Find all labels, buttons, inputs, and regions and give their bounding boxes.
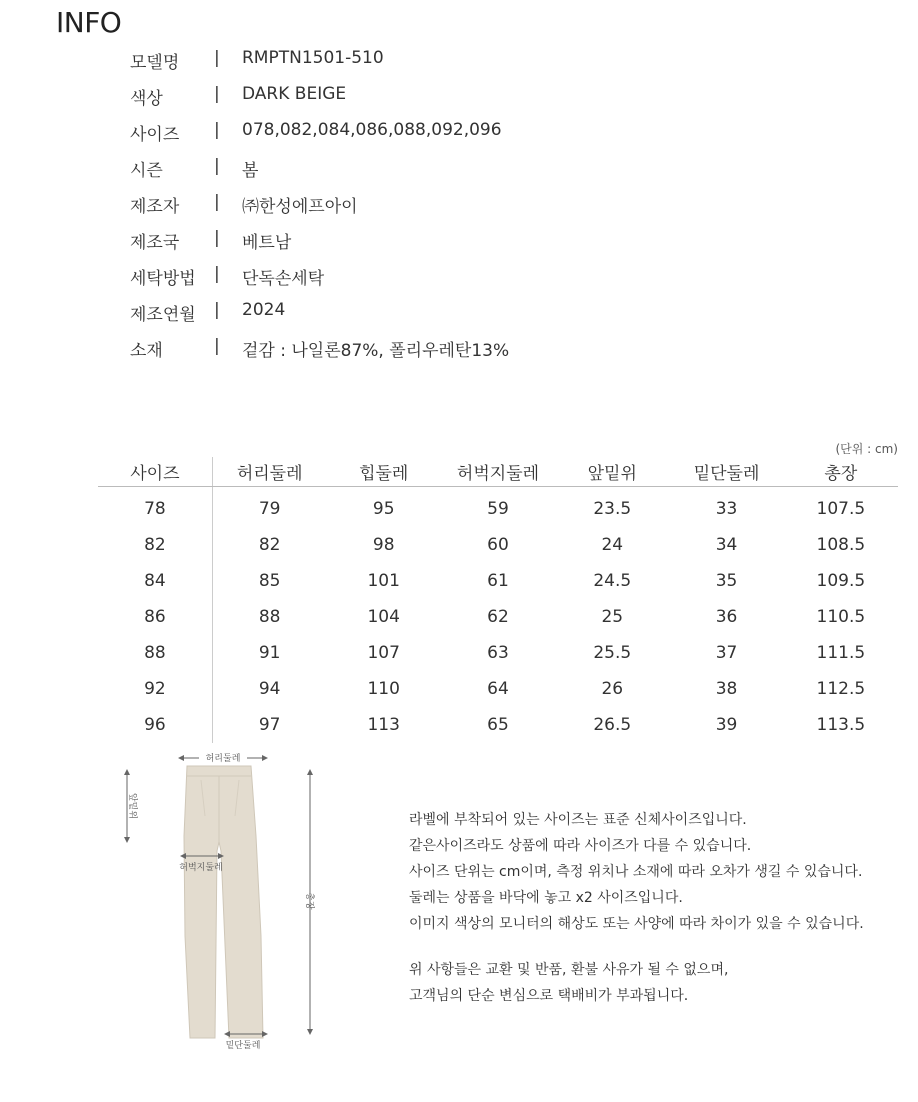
hem-label: 밑단둘레 — [225, 1041, 261, 1051]
table-cell: 38 — [715, 679, 738, 699]
table-cell: 24.5 — [593, 571, 632, 591]
table-row — [98, 671, 898, 707]
table-cell: 59 — [487, 499, 509, 519]
info-value: DARK BEIGE — [242, 84, 347, 104]
info-value: 078,082,084,086,088,092,096 — [242, 120, 502, 140]
info-label: 제조자 — [130, 197, 180, 217]
info-label: 제조국 — [130, 233, 180, 253]
info-separator: | — [214, 192, 220, 212]
note-line: 같은사이즈라도 상품에 따라 사이즈가 다를 수 있습니다. — [409, 838, 752, 854]
note-line: 둘레는 상품을 바닥에 놓고 x2 사이즈입니다. — [409, 890, 683, 906]
table-row — [98, 563, 898, 599]
table-cell: 84 — [98, 563, 212, 599]
info-row-country — [130, 220, 830, 256]
info-value: ㈜한성에프아이 — [242, 197, 358, 217]
table-cell: 92 — [98, 671, 212, 707]
note-line: 고객님의 단순 변심으로 택배비가 부과됩니다. — [409, 988, 689, 1004]
pants-illustration — [184, 766, 263, 1038]
column-header: 앞밑위 — [555, 457, 669, 487]
info-row-washing — [130, 256, 830, 292]
info-label: 세탁방법 — [130, 269, 196, 289]
length-label: 총장 — [304, 892, 314, 910]
table-cell: 82 — [98, 527, 212, 563]
column-header: 총장 — [784, 457, 898, 487]
table-cell: 85 — [258, 571, 281, 591]
table-cell: 33 — [715, 499, 738, 519]
column-header: 사이즈 — [98, 457, 212, 487]
note-line: 라벨에 부착되어 있는 사이즈는 표준 신체사이즈입니다. — [409, 812, 747, 828]
info-separator: | — [214, 48, 220, 68]
table-cell: 61 — [487, 571, 509, 591]
table-row — [98, 487, 898, 528]
info-separator: | — [214, 120, 220, 140]
note-line: 위 사항들은 교환 및 반품, 환불 사유가 될 수 없으며, — [409, 962, 729, 978]
table-cell: 82 — [258, 535, 281, 555]
table-cell: 88 — [98, 635, 212, 671]
table-cell: 24 — [601, 535, 624, 555]
table-cell: 112.5 — [816, 679, 866, 699]
table-cell: 37 — [715, 643, 738, 663]
info-value: 2024 — [242, 300, 286, 320]
table-cell: 63 — [487, 643, 509, 663]
table-cell: 96 — [98, 707, 212, 743]
info-row-color — [130, 76, 830, 112]
info-value: 봄 — [242, 161, 259, 181]
note-line: 이미지 색상의 모니터의 해상도 또는 사양에 따라 차이가 있을 수 있습니다. — [409, 916, 864, 932]
table-cell: 109.5 — [816, 571, 866, 591]
table-row — [98, 599, 898, 635]
table-header-row — [98, 457, 898, 487]
info-row-sizes — [130, 112, 830, 148]
column-header: 밑단둘레 — [669, 457, 783, 487]
table-cell: 88 — [258, 607, 281, 627]
table-cell: 64 — [487, 679, 509, 699]
size-table — [98, 457, 898, 743]
table-cell: 113 — [367, 715, 400, 735]
column-header: 힙둘레 — [327, 457, 441, 487]
info-value: 베트남 — [242, 233, 292, 253]
product-info-list — [130, 40, 830, 364]
table-cell: 60 — [487, 535, 509, 555]
info-label: 모델명 — [130, 53, 180, 73]
waist-label: 허리둘레 — [205, 754, 241, 764]
info-row-season — [130, 148, 830, 184]
table-cell: 65 — [487, 715, 509, 735]
info-separator: | — [214, 300, 220, 320]
info-separator: | — [214, 84, 220, 104]
table-cell: 86 — [98, 599, 212, 635]
size-notes — [409, 807, 864, 1009]
unit-note: (단위 : cm) — [835, 442, 898, 456]
table-cell: 39 — [715, 715, 738, 735]
table-cell: 25 — [601, 607, 624, 627]
table-cell: 110 — [367, 679, 400, 699]
table-cell: 23.5 — [593, 499, 632, 519]
info-separator: | — [214, 336, 220, 356]
table-cell: 26.5 — [593, 715, 632, 735]
table-cell: 107.5 — [816, 499, 866, 519]
table-row — [98, 527, 898, 563]
table-cell: 79 — [258, 499, 281, 519]
info-separator: | — [214, 156, 220, 176]
info-separator: | — [214, 228, 220, 248]
table-cell: 108.5 — [816, 535, 866, 555]
info-label: 색상 — [130, 89, 163, 109]
info-row-material — [130, 328, 830, 364]
table-cell: 94 — [258, 679, 281, 699]
table-cell: 26 — [601, 679, 624, 699]
table-cell: 97 — [258, 715, 281, 735]
info-value: RMPTN1501-510 — [242, 48, 384, 68]
info-label: 제조연월 — [130, 305, 196, 325]
table-cell: 101 — [367, 571, 400, 591]
rise-label: 앞밑위 — [127, 792, 137, 820]
table-cell: 110.5 — [816, 607, 866, 627]
table-cell: 111.5 — [816, 643, 866, 663]
thigh-label: 허벅지둘레 — [179, 863, 223, 873]
info-label: 소재 — [130, 341, 163, 361]
table-cell: 34 — [715, 535, 738, 555]
table-cell: 95 — [372, 499, 395, 519]
column-header: 허리둘레 — [212, 457, 326, 487]
info-value: 단독손세탁 — [242, 269, 325, 289]
table-cell: 113.5 — [816, 715, 866, 735]
table-cell: 98 — [372, 535, 395, 555]
info-value: 겉감 : 나일론87%, 폴리우레탄13% — [242, 341, 510, 361]
info-label: 시즌 — [130, 161, 163, 181]
info-row-manufacturer — [130, 184, 830, 220]
table-cell: 25.5 — [593, 643, 632, 663]
pants-measurement-diagram — [115, 746, 335, 1056]
info-row-date — [130, 292, 830, 328]
table-cell: 78 — [98, 487, 212, 528]
page-title: INFO — [56, 6, 122, 39]
table-cell: 104 — [367, 607, 400, 627]
info-separator: | — [214, 264, 220, 284]
info-label: 사이즈 — [130, 125, 180, 145]
column-header: 허벅지둘레 — [441, 457, 555, 487]
table-cell: 91 — [258, 643, 281, 663]
table-cell: 36 — [715, 607, 738, 627]
table-row — [98, 707, 898, 743]
note-line: 사이즈 단위는 cm이며, 측정 위치나 소재에 따라 오차가 생길 수 있습니다. — [409, 864, 863, 880]
table-cell: 35 — [715, 571, 738, 591]
table-cell: 107 — [367, 643, 400, 663]
table-cell: 62 — [487, 607, 509, 627]
info-row-model — [130, 40, 830, 76]
table-row — [98, 635, 898, 671]
